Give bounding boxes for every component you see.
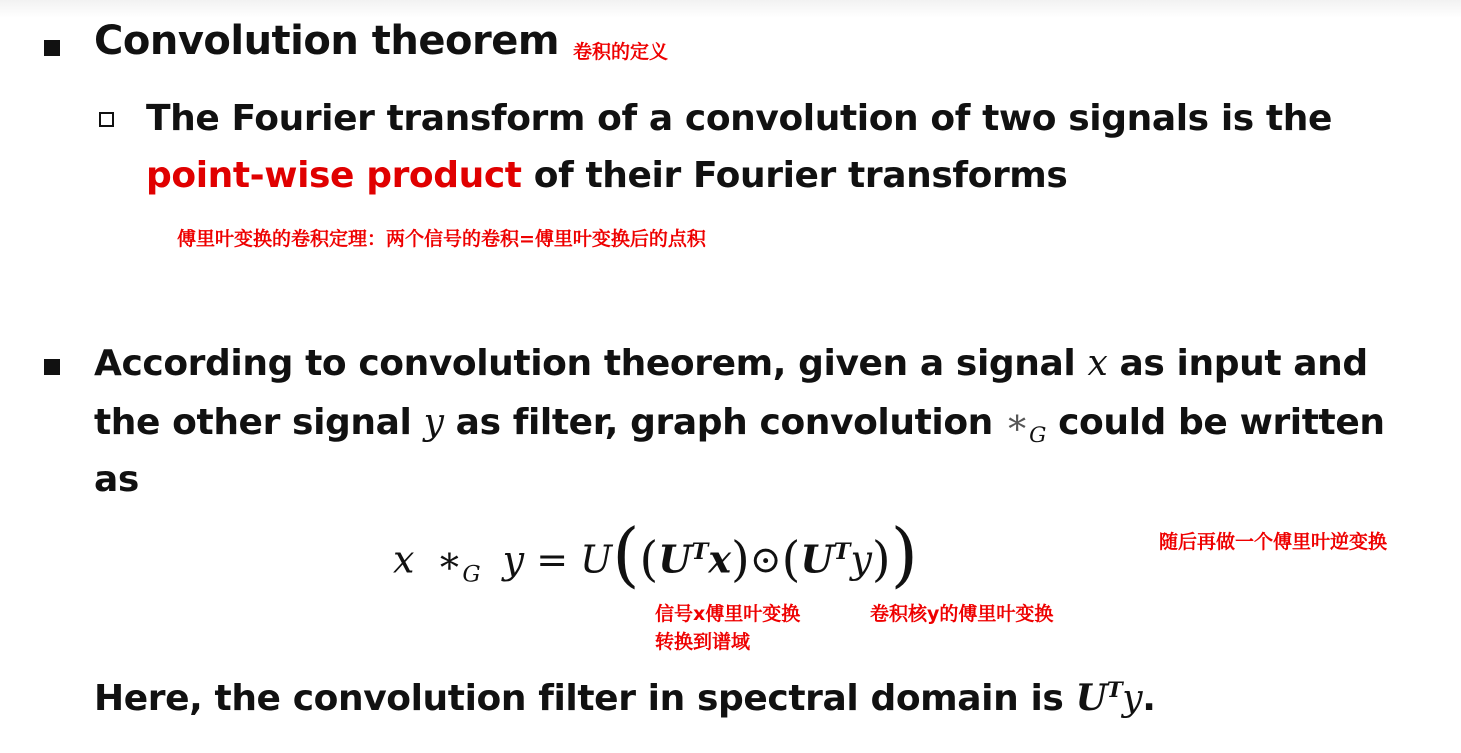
op-sub-g: G — [1029, 423, 1046, 449]
formula-sup-T: T — [691, 539, 709, 565]
sub-bullet-line1: The Fourier transform of a convolution of two signals is the — [146, 98, 1332, 139]
signal-transform-annotation-2: 转换到谱域 — [655, 631, 751, 653]
paragraph-line2-text-a: the other signal — [94, 402, 424, 443]
bullet-square-icon — [44, 40, 60, 56]
section-title: Convolution theorem — [94, 18, 560, 64]
formula-bold-U-2: U — [800, 536, 834, 582]
formula-x: x — [393, 537, 415, 582]
formula-U: U — [580, 537, 613, 582]
footer-period: . — [1142, 678, 1156, 719]
formula-bold-x: x — [708, 536, 732, 582]
title-annotation: 卷积的定义 — [573, 41, 669, 63]
paragraph-line1-text-b: as input and — [1107, 343, 1368, 384]
formula-paren-close-2: ) — [871, 531, 891, 588]
formula-y-2: y — [850, 537, 872, 582]
formula-y: y — [502, 537, 525, 582]
sub-bullet-line2-rest: of their Fourier transforms — [521, 155, 1068, 196]
paragraph-line3: as — [94, 459, 139, 500]
paragraph-line2-text-c: could be written — [1045, 402, 1385, 443]
bullet-hollow-square-icon — [99, 112, 114, 127]
formula-bold-U: U — [658, 536, 692, 582]
formula-paren-open-1: ( — [639, 531, 659, 588]
footer-text: Here, the convolution filter in spectral domain is — [94, 678, 1076, 719]
var-y: y — [423, 402, 444, 443]
inverse-transform-annotation: 随后再做一个傅里叶逆变换 — [1159, 531, 1388, 553]
formula-odot: ⊙ — [749, 537, 782, 582]
var-x: x — [1087, 343, 1108, 384]
op-star: ∗ — [1005, 402, 1030, 443]
highlight-point-wise-product: point-wise product — [146, 155, 522, 196]
formula-sub-g: G — [462, 561, 481, 588]
footer-y: y — [1122, 678, 1143, 719]
kernel-transform-annotation: 卷积核y的傅里叶变换 — [870, 603, 1054, 625]
paragraph-line2-text-b: as filter, graph convolution — [443, 402, 1006, 443]
formula-paren-close-1: ) — [731, 531, 750, 588]
footer-T: T — [1106, 678, 1123, 703]
spectral-filter-sentence — [94, 662, 1155, 727]
formula-eq: = — [536, 537, 569, 582]
theorem-annotation: 傅里叶变换的卷积定理：两个信号的卷积=傅里叶变换后的点积 — [177, 228, 706, 250]
paragraph-line1 — [94, 335, 1368, 392]
sub-bullet-line2 — [146, 147, 1067, 204]
signal-transform-annotation-1: 信号x傅里叶变换 — [655, 603, 801, 625]
bullet-square-icon-2 — [44, 359, 60, 375]
formula-star: ∗ — [436, 537, 463, 582]
footer-U: U — [1075, 677, 1107, 719]
paragraph-line1-text-a: According to convolution theorem, given a signal — [94, 343, 1088, 384]
formula-sup-T-2: T — [833, 539, 851, 565]
paragraph-line2 — [94, 394, 1385, 464]
formula-big-paren-close: ) — [890, 513, 918, 596]
formula-paren-open-2: ( — [781, 531, 801, 588]
formula-big-paren-open: ( — [612, 513, 640, 596]
